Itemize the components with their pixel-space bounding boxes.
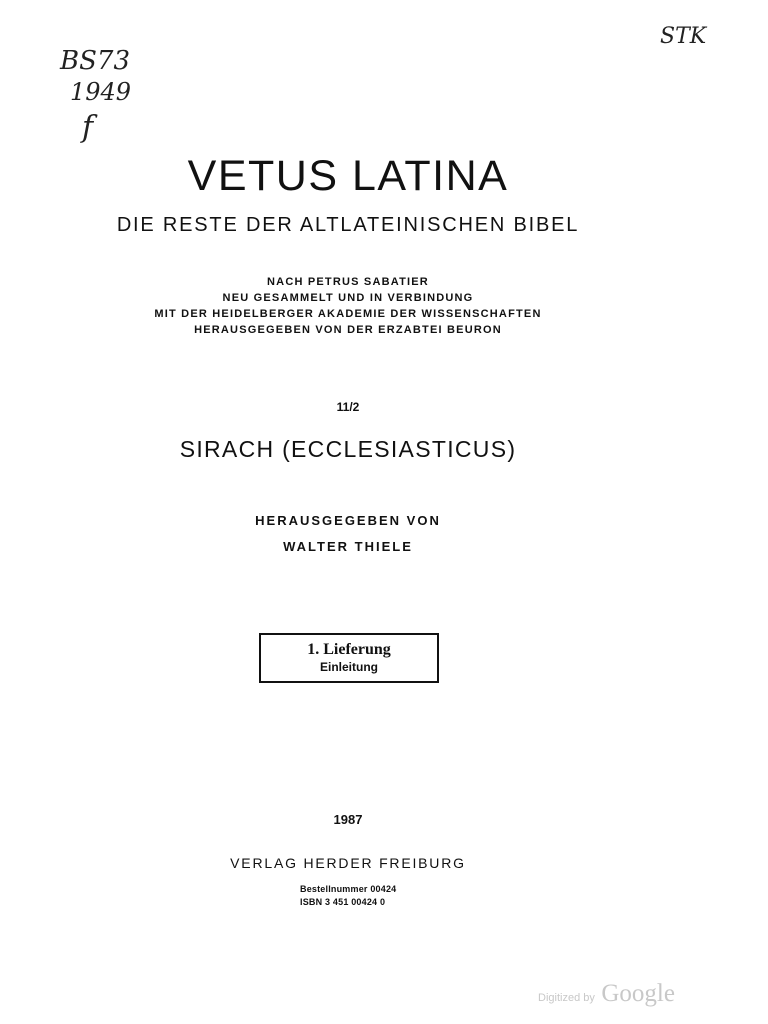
book-title: SIRACH (ECCLESIASTICUS) [179, 436, 517, 462]
order-number: Bestellnummer 00424 [300, 884, 397, 894]
edited-by-label: HERAUSGEGEBEN VON [255, 513, 441, 528]
editorial-line-2: NEU GESAMMELT UND IN VERBINDUNG [222, 292, 474, 304]
editor-name: WALTER THIELE [283, 539, 413, 554]
publisher-name: VERLAG HERDER FREIBURG [230, 855, 466, 871]
editorial-line-1: NACH PETRUS SABATIER [267, 276, 429, 288]
isbn-number: ISBN 3 451 00424 0 [300, 897, 386, 907]
editorial-line-4: HERAUSGEGEBEN VON DER ERZABTEI BEURON [194, 324, 502, 336]
delivery-main-label: 1. Lieferung [307, 641, 391, 658]
handwritten-call-number-line-3: f [82, 110, 94, 145]
google-brand: Google [601, 980, 675, 1007]
delivery-box [259, 633, 439, 683]
handwritten-stk: STK [660, 24, 707, 49]
page-subtitle: DIE RESTE DER ALTLATEINISCHEN BIBEL [116, 214, 580, 236]
digitized-by-google [538, 980, 675, 1008]
volume-number: 11/2 [336, 400, 360, 414]
handwritten-call-number-line-2: 1949 [70, 78, 132, 106]
delivery-sub-label: Einleitung [320, 660, 378, 674]
handwritten-call-number-line-1: BS73 [60, 46, 131, 76]
publication-year: 1987 [333, 812, 363, 827]
editorial-line-3: MIT DER HEIDELBERGER AKADEMIE DER WISSENSCHAFTEN [154, 308, 542, 320]
page-title: VETUS LATINA [187, 152, 509, 200]
digitized-by-label: Digitized by [538, 992, 595, 1004]
